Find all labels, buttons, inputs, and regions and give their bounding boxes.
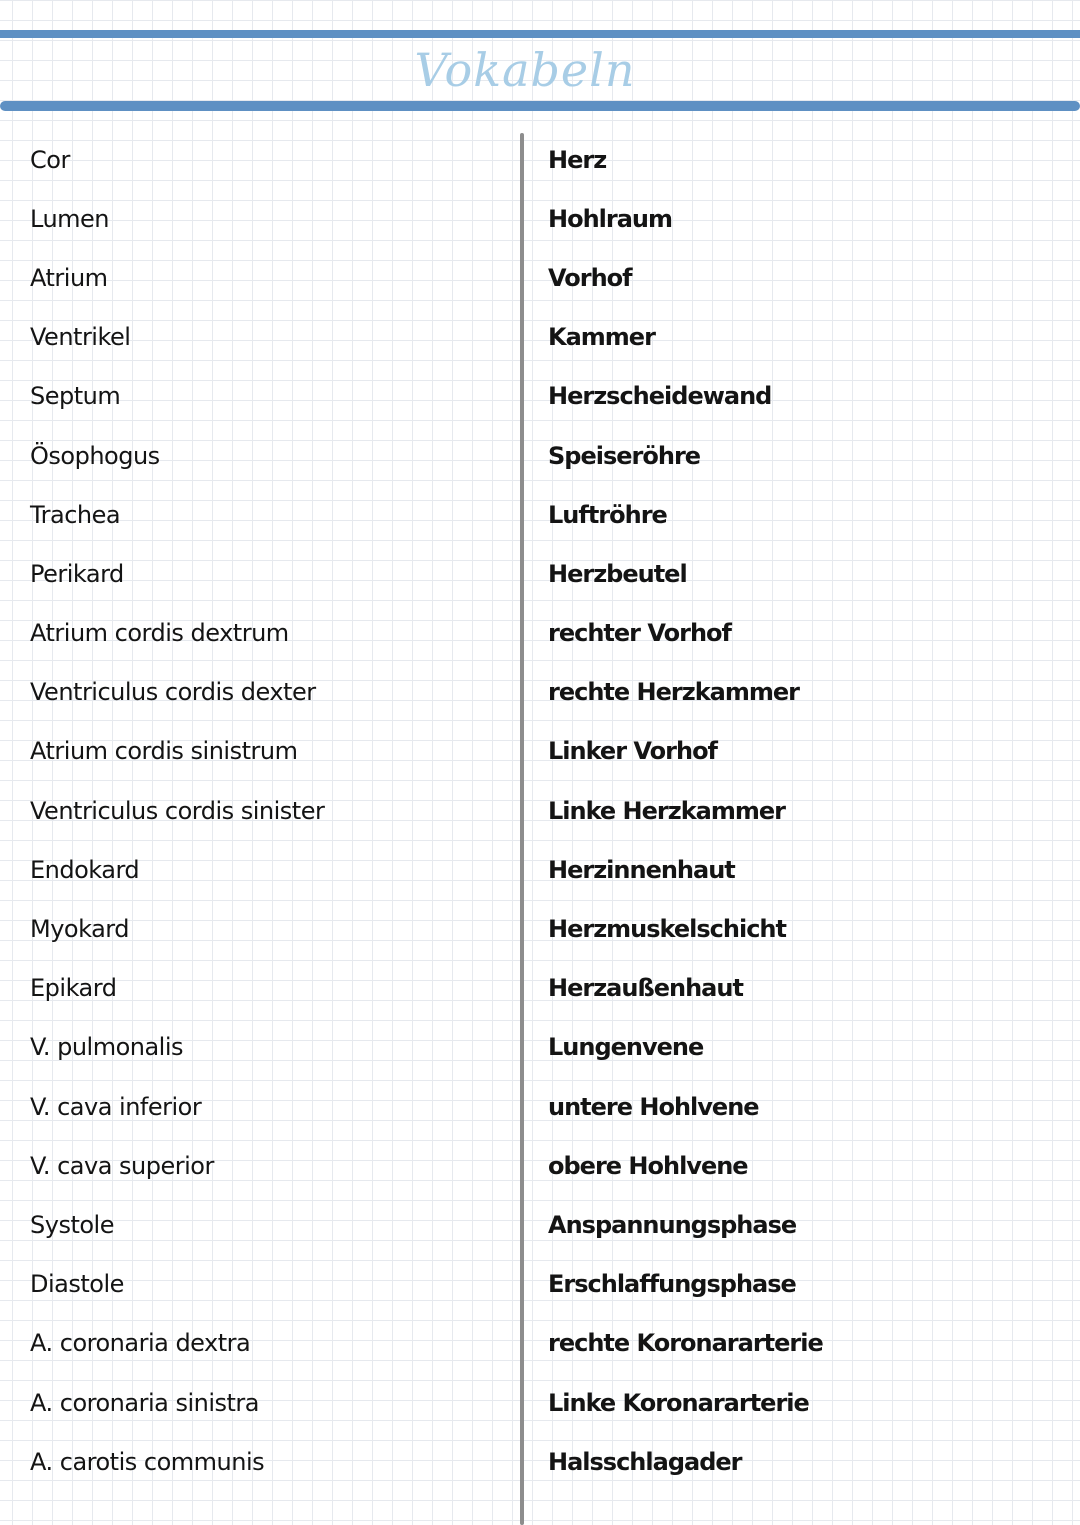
latin-term: Ventrikel bbox=[30, 323, 131, 352]
latin-term: Diastole bbox=[30, 1270, 124, 1299]
latin-term: Ventriculus cordis dexter bbox=[30, 678, 316, 707]
german-term: obere Hohlvene bbox=[548, 1151, 748, 1180]
german-term: rechte Koronararterie bbox=[548, 1329, 823, 1358]
german-term: Luftröhre bbox=[548, 500, 667, 529]
latin-term: Endokard bbox=[30, 855, 140, 884]
latin-term: Atrium cordis sinistrum bbox=[30, 737, 298, 766]
page-title: Vokabeln bbox=[414, 42, 636, 97]
latin-term: Lumen bbox=[30, 204, 110, 233]
list-item bbox=[548, 1373, 1028, 1432]
german-term: Linke Koronararterie bbox=[548, 1388, 809, 1417]
german-term: Linker Vorhof bbox=[548, 737, 717, 766]
list-item bbox=[30, 1255, 510, 1314]
list-item bbox=[30, 899, 510, 958]
list-item bbox=[548, 604, 1028, 663]
german-term: rechter Vorhof bbox=[548, 619, 731, 648]
list-item bbox=[548, 959, 1028, 1018]
list-item bbox=[30, 1195, 510, 1254]
list-item bbox=[30, 1077, 510, 1136]
latin-term: Ösophogus bbox=[30, 441, 160, 470]
list-item bbox=[548, 189, 1028, 248]
latin-term: Trachea bbox=[30, 500, 121, 529]
latin-term: A. carotis communis bbox=[30, 1447, 265, 1476]
list-item bbox=[30, 1373, 510, 1432]
list-item bbox=[548, 840, 1028, 899]
list-item bbox=[548, 1195, 1028, 1254]
list-item bbox=[30, 426, 510, 485]
german-term: Herzbeutel bbox=[548, 559, 687, 588]
list-item bbox=[548, 1314, 1028, 1373]
column-divider bbox=[520, 133, 524, 1525]
list-item bbox=[30, 308, 510, 367]
list-item bbox=[30, 840, 510, 899]
list-item bbox=[548, 1018, 1028, 1077]
list-item bbox=[548, 722, 1028, 781]
german-term: Lungenvene bbox=[548, 1033, 704, 1062]
german-term: untere Hohlvene bbox=[548, 1092, 759, 1121]
list-item bbox=[548, 308, 1028, 367]
latin-term: Perikard bbox=[30, 559, 124, 588]
german-term: Halsschlagader bbox=[548, 1447, 742, 1476]
list-item bbox=[548, 248, 1028, 307]
list-item bbox=[30, 248, 510, 307]
german-term: Herzinnenhaut bbox=[548, 855, 735, 884]
german-term: Anspannungsphase bbox=[548, 1210, 797, 1239]
list-item bbox=[548, 663, 1028, 722]
header-rule-bottom bbox=[0, 101, 1080, 111]
list-item bbox=[548, 781, 1028, 840]
list-item bbox=[30, 189, 510, 248]
list-item bbox=[548, 130, 1028, 189]
list-item bbox=[548, 367, 1028, 426]
latin-term: Atrium bbox=[30, 263, 108, 292]
list-item bbox=[548, 544, 1028, 603]
list-item bbox=[30, 1136, 510, 1195]
list-item bbox=[30, 130, 510, 189]
list-item bbox=[30, 1314, 510, 1373]
list-item bbox=[30, 1432, 510, 1491]
list-item bbox=[548, 1432, 1028, 1491]
latin-term: Myokard bbox=[30, 915, 129, 944]
german-term: Speiseröhre bbox=[548, 441, 701, 470]
german-term: Herzaußenhaut bbox=[548, 974, 743, 1003]
list-item bbox=[30, 781, 510, 840]
latin-term: A. coronaria dextra bbox=[30, 1329, 251, 1358]
german-term-list bbox=[548, 130, 1028, 1491]
german-term: Hohlraum bbox=[548, 204, 673, 233]
german-term: Herzmuskelschicht bbox=[548, 915, 786, 944]
list-item bbox=[30, 1018, 510, 1077]
list-item bbox=[30, 367, 510, 426]
list-item bbox=[30, 722, 510, 781]
latin-term: Epikard bbox=[30, 974, 117, 1003]
german-term: Linke Herzkammer bbox=[548, 796, 786, 825]
list-item bbox=[548, 1255, 1028, 1314]
list-item bbox=[30, 485, 510, 544]
latin-term: A. coronaria sinistra bbox=[30, 1388, 259, 1417]
list-item bbox=[30, 959, 510, 1018]
latin-term: Ventriculus cordis sinister bbox=[30, 796, 325, 825]
list-item bbox=[30, 663, 510, 722]
german-term: rechte Herzkammer bbox=[548, 678, 799, 707]
german-term: Kammer bbox=[548, 323, 655, 352]
latin-term: V. cava superior bbox=[30, 1151, 214, 1180]
german-term: Herz bbox=[548, 145, 607, 174]
list-item bbox=[548, 899, 1028, 958]
german-term: Vorhof bbox=[548, 263, 632, 292]
latin-term: V. pulmonalis bbox=[30, 1033, 184, 1062]
latin-term: Septum bbox=[30, 382, 121, 411]
list-item bbox=[30, 604, 510, 663]
german-term: Herzscheidewand bbox=[548, 382, 772, 411]
latin-term: Atrium cordis dextrum bbox=[30, 619, 289, 648]
list-item bbox=[548, 1077, 1028, 1136]
list-item bbox=[548, 1136, 1028, 1195]
german-term: Erschlaffungsphase bbox=[548, 1270, 796, 1299]
latin-term-list bbox=[30, 130, 510, 1491]
header-rule-top bbox=[0, 30, 1080, 38]
list-item bbox=[30, 544, 510, 603]
latin-term: V. cava inferior bbox=[30, 1092, 202, 1121]
list-item bbox=[548, 426, 1028, 485]
latin-term: Cor bbox=[30, 145, 70, 174]
latin-term: Systole bbox=[30, 1210, 114, 1239]
list-item bbox=[548, 485, 1028, 544]
header bbox=[0, 38, 1080, 101]
